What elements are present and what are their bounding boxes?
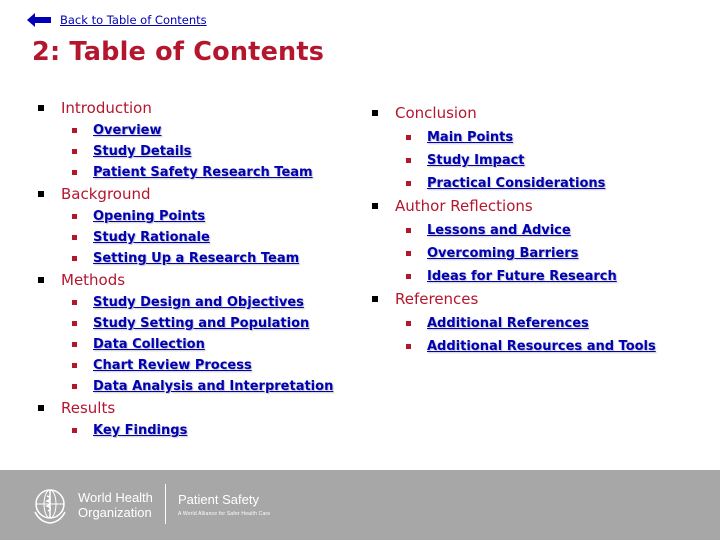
who-logo-text: World Health Organization xyxy=(78,490,153,520)
bullet-icon xyxy=(72,214,77,219)
toc-link-ideas-future-research[interactable]: Ideas for Future Research xyxy=(427,269,617,284)
toc-link-overview[interactable]: Overview xyxy=(93,123,162,138)
bullet-icon xyxy=(72,428,77,433)
toc-link-setting-up-research-team[interactable]: Setting Up a Research Team xyxy=(93,251,300,266)
toc-link-patient-safety-research-team[interactable]: Patient Safety Research Team xyxy=(93,165,313,180)
back-nav[interactable] xyxy=(27,11,207,29)
toc-right-column xyxy=(372,102,656,358)
bullet-icon xyxy=(406,135,411,140)
section-label: Introduction xyxy=(61,98,152,117)
bullet-icon xyxy=(372,203,378,209)
back-to-toc-link[interactable]: Back to Table of Contents xyxy=(60,13,207,27)
bullet-icon xyxy=(406,228,411,233)
section-label: Conclusion xyxy=(395,104,477,122)
bullet-icon xyxy=(372,110,378,116)
toc-link-key-findings[interactable]: Key Findings xyxy=(93,423,188,438)
toc-link-chart-review-process[interactable]: Chart Review Process xyxy=(93,358,252,373)
section-label: Methods xyxy=(61,270,126,289)
toc-link-study-rationale[interactable]: Study Rationale xyxy=(93,230,210,245)
bullet-icon xyxy=(406,274,411,279)
bullet-icon xyxy=(72,128,77,133)
toc-link-study-design[interactable]: Study Design and Objectives xyxy=(93,295,304,310)
bullet-icon xyxy=(38,277,44,283)
bullet-icon xyxy=(72,321,77,326)
bullet-icon xyxy=(72,170,77,175)
toc-link-study-setting[interactable]: Study Setting and Population xyxy=(93,316,310,331)
bullet-icon xyxy=(406,251,411,256)
toc-section-background xyxy=(38,183,333,269)
page-title: 2: Table of Contents xyxy=(32,37,325,67)
toc-section-results xyxy=(38,397,333,441)
bullet-icon xyxy=(72,149,77,154)
bullet-icon xyxy=(72,384,77,389)
bullet-icon xyxy=(72,342,77,347)
section-label: Author Reflections xyxy=(395,197,533,215)
footer-divider xyxy=(165,484,166,524)
toc-section-references xyxy=(372,288,656,358)
toc-link-study-details[interactable]: Study Details xyxy=(93,144,192,159)
section-label: References xyxy=(395,290,479,308)
toc-left-column xyxy=(38,97,333,441)
bullet-icon xyxy=(406,321,411,326)
patient-safety-title: Patient Safety xyxy=(178,492,259,507)
toc-section-introduction xyxy=(38,97,333,183)
toc-link-data-collection[interactable]: Data Collection xyxy=(93,337,205,352)
toc-link-overcoming-barriers[interactable]: Overcoming Barriers xyxy=(427,246,579,261)
section-label: Results xyxy=(61,398,116,417)
footer-bar xyxy=(0,470,720,540)
toc-section-conclusion xyxy=(372,102,656,195)
bullet-icon xyxy=(72,363,77,368)
bullet-icon xyxy=(406,181,411,186)
toc-link-opening-points[interactable]: Opening Points xyxy=(93,209,206,224)
toc-link-additional-resources[interactable]: Additional Resources and Tools xyxy=(427,339,656,354)
section-label: Background xyxy=(61,184,151,203)
bullet-icon xyxy=(406,158,411,163)
toc-section-methods xyxy=(38,269,333,397)
back-arrow-icon[interactable] xyxy=(27,13,51,27)
patient-safety-tagline: A World Alliance for Safer Health Care xyxy=(178,511,271,517)
who-emblem-icon xyxy=(30,486,70,526)
bullet-icon xyxy=(38,191,44,197)
bullet-icon xyxy=(72,235,77,240)
toc-link-additional-references[interactable]: Additional References xyxy=(427,316,589,331)
toc-link-main-points[interactable]: Main Points xyxy=(427,130,514,145)
toc-link-practical-considerations[interactable]: Practical Considerations xyxy=(427,176,606,191)
toc-section-author-reflections xyxy=(372,195,656,288)
toc-link-study-impact[interactable]: Study Impact xyxy=(427,153,525,168)
toc-link-lessons-and-advice[interactable]: Lessons and Advice xyxy=(427,223,571,238)
bullet-icon xyxy=(38,405,44,411)
toc-link-data-analysis[interactable]: Data Analysis and Interpretation xyxy=(93,379,334,394)
bullet-icon xyxy=(72,256,77,261)
bullet-icon xyxy=(406,344,411,349)
bullet-icon xyxy=(38,105,44,111)
bullet-icon xyxy=(372,296,378,302)
bullet-icon xyxy=(72,300,77,305)
